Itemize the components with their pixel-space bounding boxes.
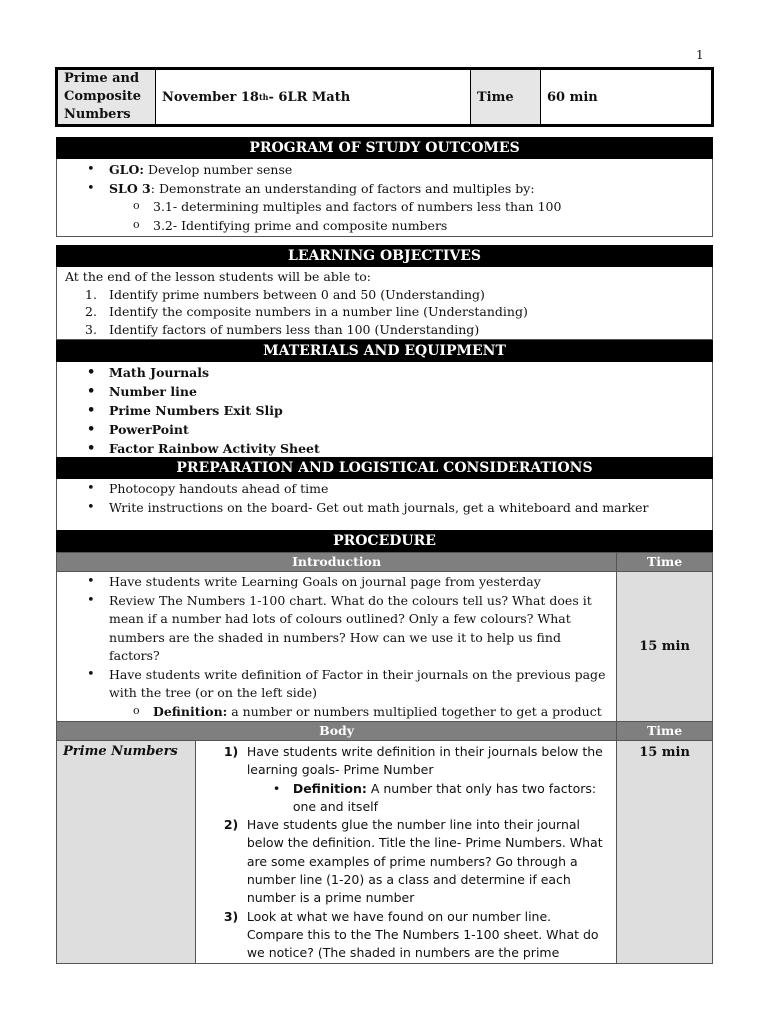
material-item: • Math Journals [57,363,712,382]
objectives-intro: At the end of the lesson students will be able to: [65,269,371,284]
material-item: • PowerPoint [57,420,712,439]
body-subheading: Body [57,722,617,741]
prime-numbers-label: Prime Numbers [57,741,196,964]
outcomes-section [56,159,713,237]
lesson-date: November 18 th - 6LR Math [156,70,471,124]
glo-item: • GLO: Develop number sense [57,161,712,180]
prime-numbers-steps [195,741,616,964]
step-item: 3) Look at what we have found on our number line. Compare this to the The Numbers 1-100 sheet. What do we notice? (The shaded in numbers are the prime [223,908,599,961]
prime-numbers-time: 15 min [617,741,713,964]
introduction-subheading: Introduction [57,553,617,572]
preparation-heading: PREPARATION AND LOGISTICAL CONSIDERATIONS [56,457,713,479]
intro-item: • Review The Numbers 1-100 chart. What do the colours tell us? What does it mean if a number had lots of colours outlined? Only a few colours? What numbers are the shaded in numbers? How can we use it to help us find factors? [57,592,616,666]
procedure-heading: PROCEDURE [56,530,713,552]
material-item: • Prime Numbers Exit Slip [57,401,712,420]
objectives-heading: LEARNING OBJECTIVES [56,245,713,267]
slo-sub-item: o 3.2- Identifying prime and composite numbers [57,217,712,236]
intro-item: • Have students write definition of Factor in their journals on the previous page with the tree (or on the left side) [57,666,616,703]
slo-sub-item: o 3.1- determining multiples and factors of numbers less than 100 [57,198,712,217]
slo-item: • SLO 3: Demonstrate an understanding of factors and multiples by: [57,180,712,199]
body-time-header: Time [617,722,713,741]
materials-section [56,362,713,458]
preparation-item: • Write instructions on the board- Get out math journals, get a whiteboard and marker [57,499,712,518]
lesson-topic: Prime and Composite Numbers [58,70,156,124]
step-definition: • Definition: A number that only has two factors: one and itself [247,780,610,817]
material-item: • Factor Rainbow Activity Sheet [57,439,712,458]
outcomes-heading: PROGRAM OF STUDY OUTCOMES [56,137,713,159]
objectives-section [56,267,713,340]
page-number: 1 [696,48,704,62]
intro-definition: o Definition: a number or numbers multiplied together to get a product [57,703,616,722]
time-column-header: Time [617,553,713,572]
introduction-content [57,572,617,722]
lesson-header [55,67,714,127]
objective-item: 3. Identify factors of numbers less than 100 (Understanding) [85,321,480,337]
objective-item: 2. Identify the composite numbers in a number line (Understanding) [85,304,528,319]
time-value: 60 min [547,89,598,105]
procedure-table [56,552,713,964]
introduction-time: 15 min [617,572,713,722]
preparation-section [56,479,713,531]
intro-item: • Have students write Learning Goals on journal page from yesterday [57,573,616,592]
step-item: 2) Have students glue the number line into their journal below the definition. Title the line- Prime Numbers. What are some examples of prime numbers? Go through a number line (1-20) as a class and determine if each number is a prime number [223,817,603,906]
objective-item: 1. Identify prime numbers between 0 and 50 (Understanding) [85,286,485,302]
materials-heading: MATERIALS AND EQUIPMENT [56,340,713,362]
step-item: 1) Have students write definition in their journals below the learning goals- Prime Number • Definition: A number that only has two factors: one and itself [196,743,610,816]
time-label: Time [471,70,541,124]
material-item: • Number line [57,382,712,401]
preparation-item: • Photocopy handouts ahead of time [57,480,712,499]
